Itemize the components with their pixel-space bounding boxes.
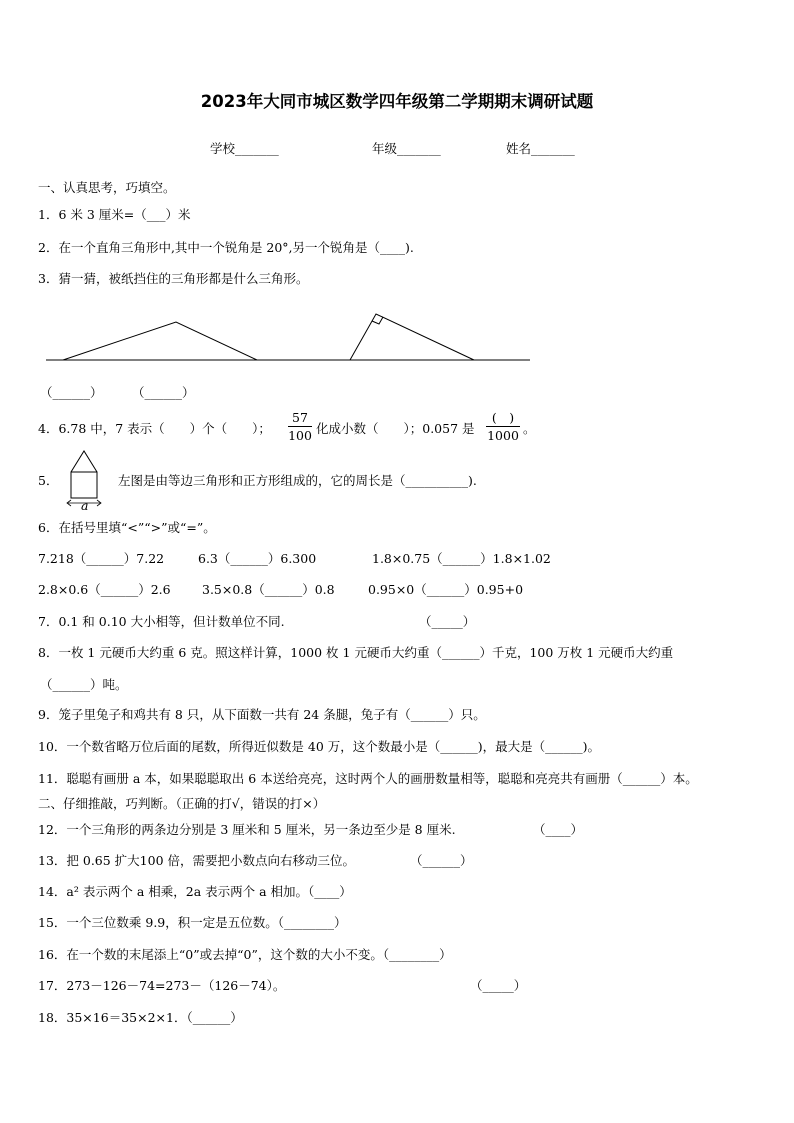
q6-item-3: 1.8×0.75（______）1.8×1.02 (372, 551, 551, 566)
question-15: 15．一个三位数乘 9.9，积一定是五位数。（________） (38, 915, 347, 930)
grade-field[interactable]: 年级_______ (372, 141, 441, 156)
question-18: 18．35×16＝35×2×1．（______） (38, 1010, 243, 1025)
section-2-heading: 二、仔细推敲，巧判断。（正确的打√，错误的打×） (38, 796, 326, 811)
q6-item-1: 7.218（______）7.22 (38, 551, 165, 566)
question-5-number: 5． (38, 473, 59, 488)
question-12: 12．一个三角形的两条边分别是 3 厘米和 5 厘米，另一条边至少是 8 厘米. (38, 822, 456, 837)
question-9: 9．笼子里兔子和鸡共有 8 只，从下面数一共有 24 条腿，兔子有（______）只。 (38, 707, 486, 722)
q12-blank[interactable]: （____） (533, 822, 584, 837)
question-16: 16．在一个数的末尾添上“0”或去掉“0”，这个数的大小不变。（________） (38, 947, 452, 962)
question-13: 13．把 0.65 扩大100 倍，需要把小数点向右移动三位。 (38, 853, 356, 868)
question-6: 6．在括号里填“<”“>”或“=”。 (38, 520, 216, 535)
fraction-denominator: 1000 (487, 428, 519, 443)
side-label-a: a (81, 498, 89, 513)
question-10: 10．一个数省略万位后面的尾数，所得近似数是 40 万，这个数最小是（______)，最大是（______)。 (38, 739, 601, 754)
q6-item-5: 3.5×0.8（______）0.8 (202, 582, 335, 597)
fraction-denominator: 100 (288, 428, 312, 443)
question-8-line-2: （______）吨。 (40, 677, 128, 692)
school-field[interactable]: 学校_______ (210, 141, 279, 156)
question-4-part1: 4．6.78 中，7 表示（ ）个（ ）； (38, 421, 271, 436)
fraction-numerator-blank[interactable]: ( ) (491, 410, 515, 425)
fraction-numerator: 57 (292, 410, 308, 425)
question-7: 7．0.1 和 0.10 大小相等，但计数单位不同. (38, 614, 285, 629)
q3-blank-1[interactable]: （______） (40, 385, 103, 400)
name-field[interactable]: 姓名_______ (506, 141, 575, 156)
question-1: 1．6 米 3 厘米=（___）米 (38, 207, 191, 222)
question-4-end: 。 (523, 421, 536, 436)
q13-blank[interactable]: （______） (410, 853, 473, 868)
question-11: 11．聪聪有画册 a 本，如果聪聪取出 6 本送给亮亮，这时两个人的画册数量相等，聪聪和亮亮共有画册（______）本。 (38, 771, 698, 786)
q6-item-4: 2.8×0.6（______）2.6 (38, 582, 171, 597)
page-title: 2023年大同市城区数学四年级第二学期期末调研试题 (200, 92, 594, 111)
question-17: 17．273－126－74=273－（126－74）。 (38, 978, 286, 993)
q17-blank[interactable]: （_____） (470, 978, 527, 993)
question-8-line-1: 8．一枚 1 元硬币大约重 6 克。照这样计算，1000 枚 1 元硬币大约重（______）千克，100 万枚 1 元硬币大约重 (38, 645, 674, 660)
question-14: 14．a² 表示两个 a 相乘，2a 表示两个 a 相加。（____） (38, 884, 352, 899)
q6-item-2: 6.3（______）6.300 (198, 551, 317, 566)
question-2: 2．在一个直角三角形中,其中一个锐角是 20°,另一个锐角是（____). (38, 240, 414, 255)
q7-blank[interactable]: （_____） (419, 614, 476, 629)
question-5-text: 左图是由等边三角形和正方形组成的，它的周长是（__________). (118, 473, 477, 488)
q3-blank-2[interactable]: （______） (132, 385, 195, 400)
section-1-heading: 一、认真思考，巧填空。 (38, 180, 176, 195)
question-4-part2: 化成小数（ ）；0.057 是 (316, 421, 475, 436)
q6-item-6: 0.95×0（______）0.95+0 (368, 582, 524, 597)
question-3: 3．猜一猜，被纸挡住的三角形都是什么三角形。 (38, 271, 309, 286)
